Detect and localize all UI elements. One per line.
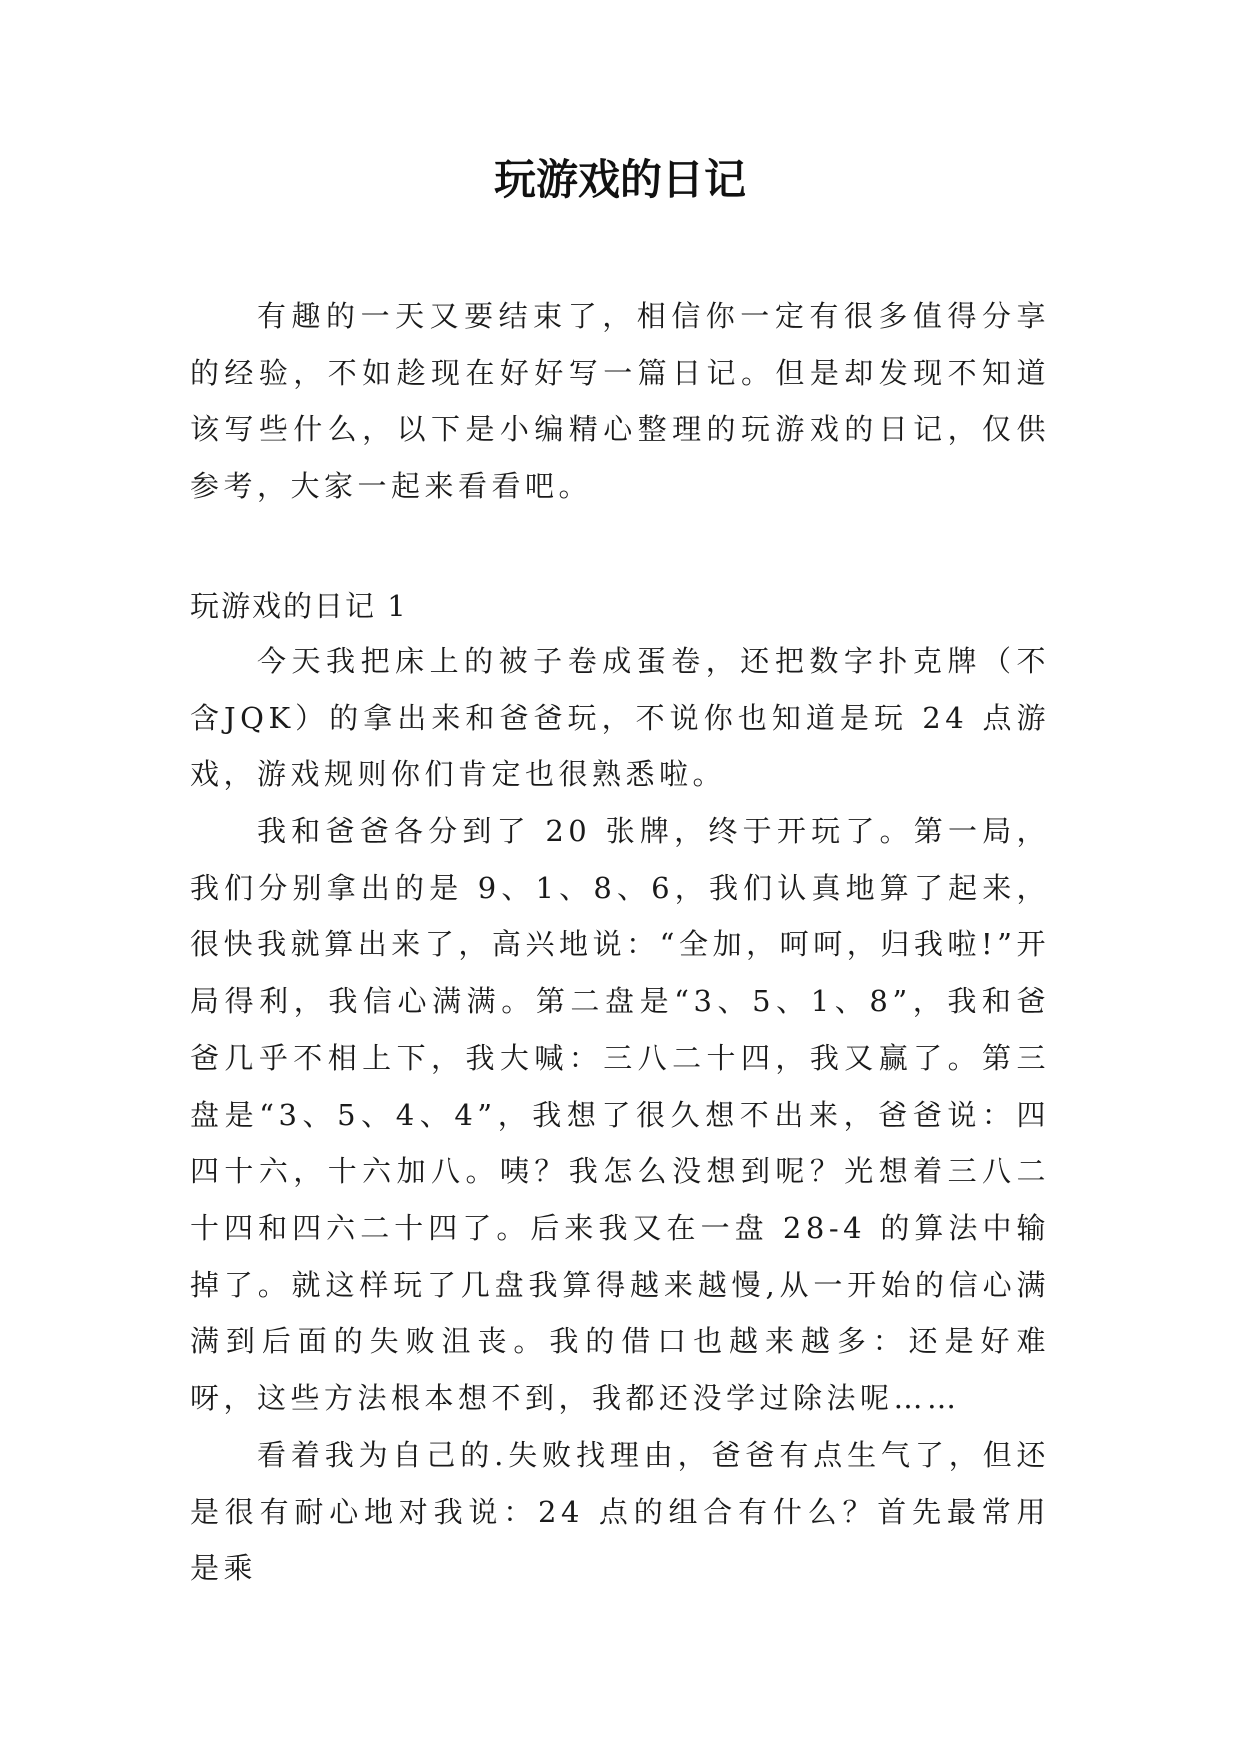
body-paragraph: 今天我把床上的被子卷成蛋卷，还把数字扑克牌（不含JQK）的拿出来和爸爸玩，不说你也知道是玩 24 点游戏，游戏规则你们肯定也很熟悉啦。 — [190, 644, 1050, 792]
body-paragraph: 我和爸爸各分到了 20 张牌，终于开玩了。第一局，我们分别拿出的是 9、1、8、6，我们认真地算了起来，很快我就算出来了，高兴地说：“全加，呵呵，归我啦!”开局得利，我信心满满。第二盘是“3、5、1、8”，我和爸爸几乎不相上下，我大喊：三八二十四，我又赢了。第三盘是“3、5、4、4”，我想了很久想不出来，爸爸说：四四十六，十六加八。咦？我怎么没想到呢？光想着三八二十四和四六二十四了。后来我又在一盘 28-4 的算法中输掉了。就这样玩了几盘我算得越来越慢,从一开始的信心满满到后面的失败沮丧。我的借口也越来越多：还是好难呀，这些方法根本想不到，我都还没学过除法呢…… — [190, 814, 1050, 1416]
section-heading: 玩游戏的日记 1 — [190, 589, 408, 623]
document-title: 玩游戏的日记 — [493, 155, 746, 204]
document-page — [190, 0, 1050, 1754]
intro-paragraph: 有趣的一天又要结束了，相信你一定有很多值得分享的经验，不如趁现在好好写一篇日记。但是却发现不知道该写些什么，以下是小编精心整理的玩游戏的日记，仅供参考，大家一起来看看吧。 — [190, 299, 1050, 504]
body-paragraph: 看着我为自己的.失败找理由，爸爸有点生气了，但还是很有耐心地对我说：24 点的组合有什么？首先最常用是乘 — [190, 1438, 1050, 1586]
